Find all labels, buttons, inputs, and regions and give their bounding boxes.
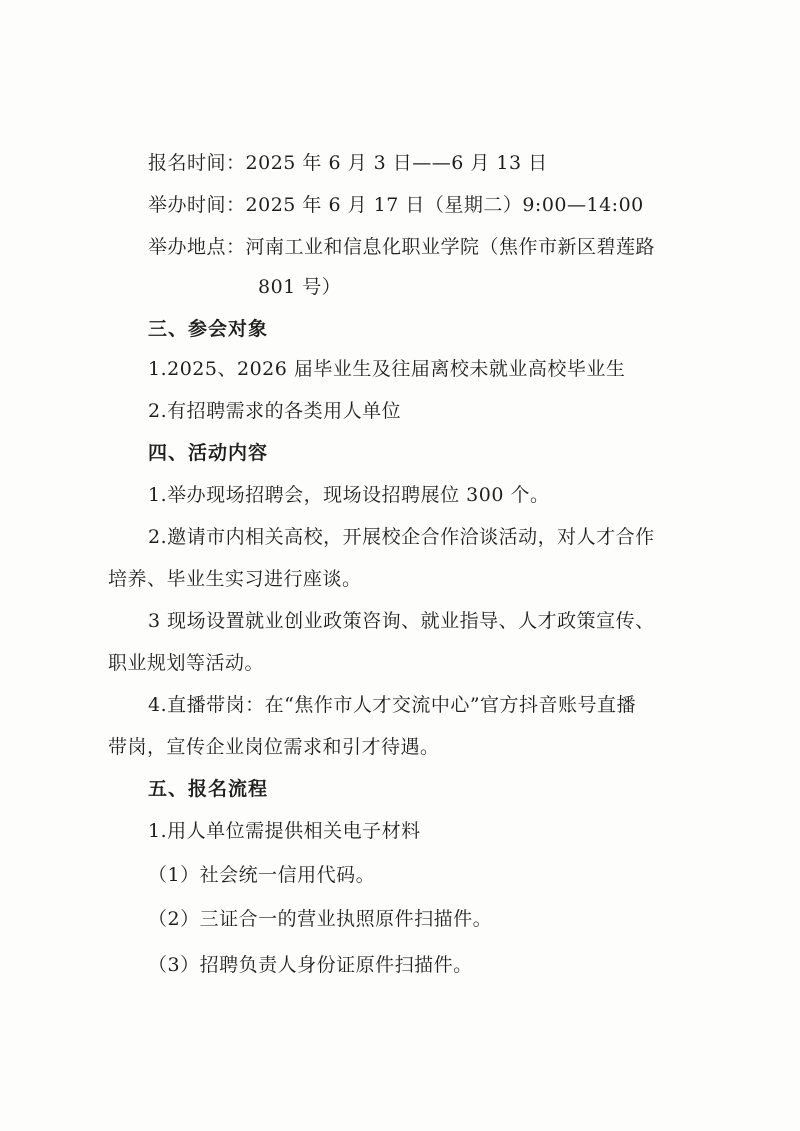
section-4-item-1: 1.举办现场招聘会，现场设招聘展位 300 个。 [148,484,550,506]
section-3-item-2: 2.有招聘需求的各类用人单位 [148,400,402,422]
section-5-item-1: 1.用人单位需提供相关电子材料 [148,820,421,842]
registration-time-line [148,154,548,173]
hold-place-value-continued: 801 号） [258,276,342,298]
section-3-item-1: 1.2025、2026 届毕业生及往届离校未就业高校毕业生 [148,358,626,380]
section-4-item-2-line-2: 培养、毕业生实习进行座谈。 [108,568,362,590]
hold-time-line [148,196,644,215]
hold-place-value: 河南工业和信息化职业学院（焦作市新区碧莲路 [245,236,656,258]
registration-time-label: 报名时间： [148,152,246,174]
section-3-heading: 三、参会对象 [148,318,269,340]
hold-time-label: 举办时间： [148,194,246,216]
section-4-item-4-line-2: 带岗，宣传企业岗位需求和引才待遇。 [108,736,440,758]
section-4-item-3-line-2: 职业规划等活动。 [108,652,265,674]
section-5-sub-item-2: （2）三证合一的营业执照原件扫描件。 [148,908,493,930]
hold-place-line [148,238,655,257]
section-4-item-4-line-1: 4.直播带岗：在“焦作市人才交流中心”官方抖音账号直播 [148,694,637,716]
section-4-item-2-line-1: 2.邀请市内相关高校，开展校企合作洽谈活动，对人才合作 [148,526,655,548]
section-5-heading: 五、报名流程 [148,778,269,800]
section-4-heading: 四、活动内容 [148,442,269,464]
registration-time-value: 2025 年 6 月 3 日——6 月 13 日 [245,152,548,174]
hold-time-value: 2025 年 6 月 17 日（星期二）9:00—14:00 [245,194,644,216]
hold-place-label: 举办地点： [148,236,246,258]
section-4-item-3-line-1: 3 现场设置就业创业政策咨询、就业指导、人才政策宣传、 [148,610,655,632]
section-5-sub-item-3: （3）招聘负责人身份证原件扫描件。 [148,954,473,976]
section-5-sub-item-1: （1）社会统一信用代码。 [148,864,376,886]
